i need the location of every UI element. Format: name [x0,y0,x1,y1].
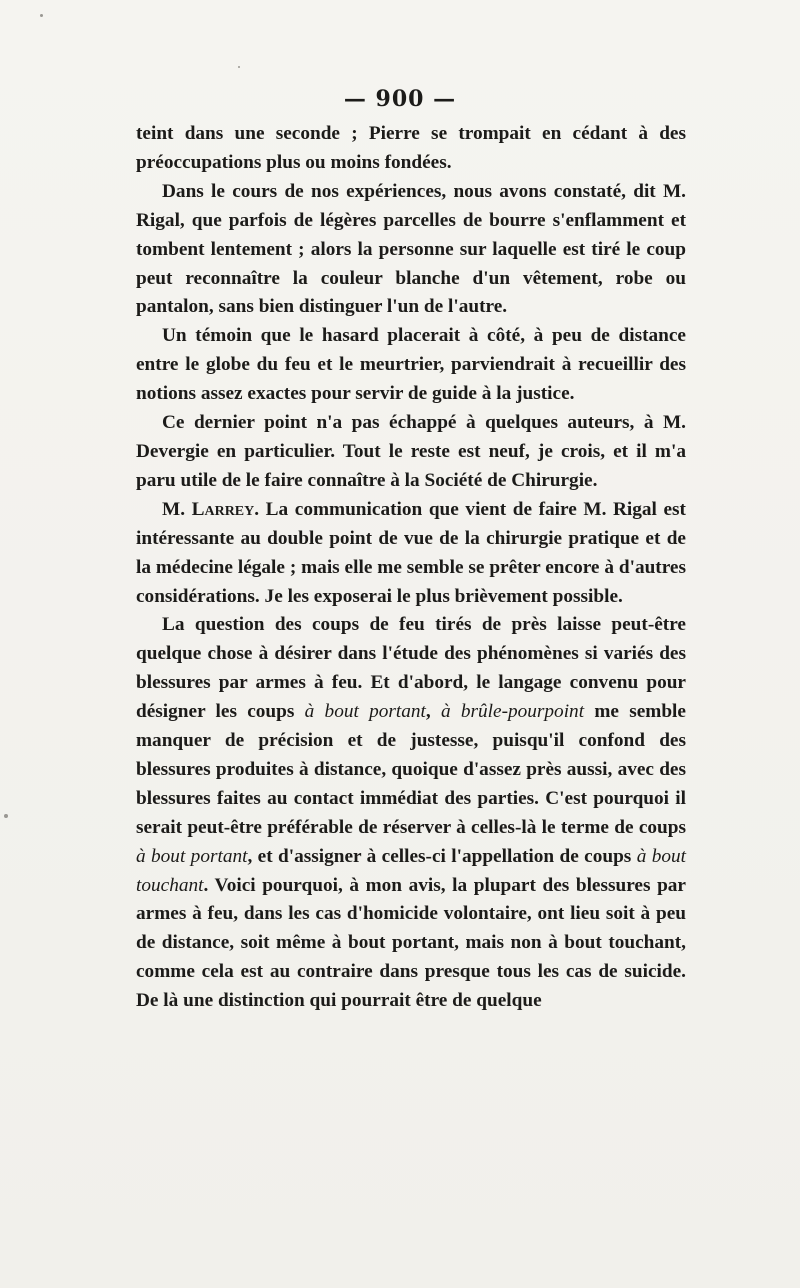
paragraph: Un témoin que le hasard placerait à côté, à peu de distance entre le globe du feu et le meurtrier, parviendrait à recueillir des notions assez exactes pour servir de guide à la justice. [136,325,686,405]
paragraph-text: La communication que vient de faire M. Rigal est intéressante au double point de vue de la chirurgie pratique et de la médecine légale ; mais elle me semble se prêter encore à d'autres considérations. Je les exposerai le plus brièvement possible. [136,498,686,607]
paragraph-text: , [425,701,441,723]
page-number: — 900 — [343,86,457,112]
paragraph-text: me semble manquer de précision et de justesse, puisqu'il confond des blessures produites à distance, quoique d'assez près aussi, avec des blessures faites au contact immédiat des parties. C'est pourquoi il serait peut-être préférable de réserver à celles-là le terme de coups [136,701,686,838]
paragraph-text: . Voici pourquoi, à mon avis, la plupart des blessures par armes à feu, dans les cas d'homicide volontaire, ont lieu soit à peu de distance, soit même à bout portant, mais non à bout touchant, comme cela est au contraire dans presque tous les cas de suicide. De là une distinction qui pourrait être de quelque [136,874,686,1012]
paper-speck [40,14,43,17]
paper-speck [4,814,8,818]
paragraph [136,611,686,1016]
italic-term: à brûle-pourpoint [440,701,585,723]
paper-speck [238,66,240,68]
paragraph: Dans le cours de nos expériences, nous avons constaté, dit M. Rigal, que parfois de légères parcelles de bourre s'enflamment et tombent lentement ; alors la personne sur laquelle est tiré le coup peut reconnaître la couleur blanche d'un vêtement, robe ou pantalon, sans bien distinguer l'un de l'autre. [136,180,686,318]
paragraph-text: La question des coups de feu tirés de près laisse peut-être quelque chose à désirer dans l'étude des phénomènes si variés des blessures par armes à feu. Et d'abord, le langage convenu pour désigner les coups [136,614,686,723]
speaker-name: M. Larrey. [162,498,260,520]
italic-term: à bout touchant [136,845,687,896]
paragraph: Ce dernier point n'a pas échappé à quelques auteurs, à M. Devergie en particulier. Tout le reste est neuf, je crois, et il m'a paru utile de le faire connaître à la Société de Chirurgie. [136,412,686,491]
paragraph [136,496,686,612]
paragraph-text: , et d'assigner à celles-ci l'appellation de coups [247,845,637,867]
italic-term: à bout portant [136,845,248,867]
paragraph: teint dans une seconde ; Pierre se trompait en cédant à des préoccupations plus ou moins fondées. [136,123,686,173]
body-text [136,120,686,1016]
italic-term: à bout portant [304,701,426,723]
